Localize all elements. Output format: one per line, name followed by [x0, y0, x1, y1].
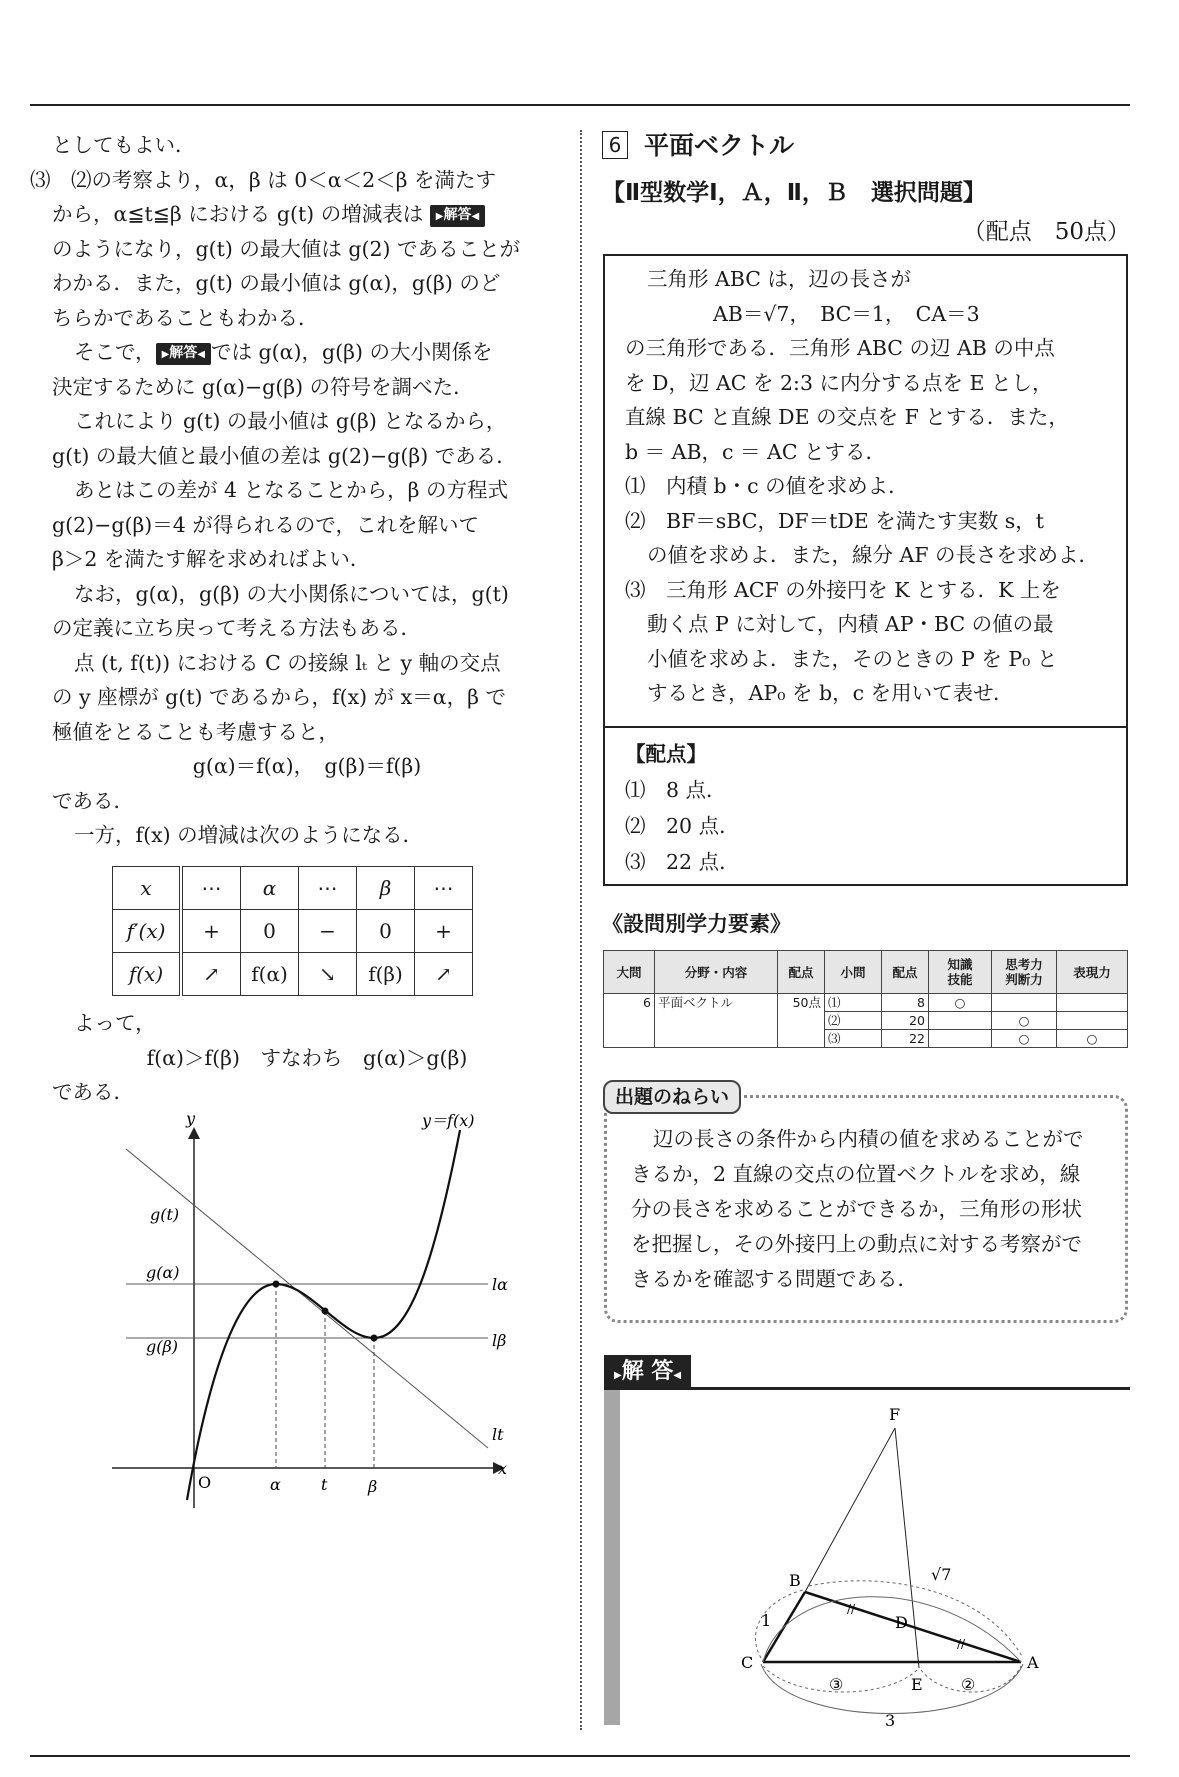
segment-bf: [805, 1428, 895, 1592]
table-cell: 0: [241, 910, 299, 953]
table-header: 知識 技能: [929, 951, 992, 994]
table-cell: [992, 994, 1057, 1012]
label-ce-ratio: ③: [829, 1675, 844, 1694]
label-l-beta: lβ: [492, 1331, 507, 1350]
aim-line: きるかを確認する問題である．: [631, 1267, 918, 1291]
table-cell: [1057, 1012, 1128, 1030]
text-line: これにより g(t) の最小値は g(β) となるから，: [74, 409, 507, 433]
table-cell: ⑶: [825, 1030, 882, 1048]
label-y-axis: y: [186, 1109, 196, 1128]
point-alpha: [273, 1281, 280, 1288]
aim-label: 出題のねらい: [603, 1080, 741, 1114]
table-cell: x: [113, 867, 182, 910]
problem-line: ⑶ 三角形 ACF の外接円を K とする．K 上を: [625, 577, 1061, 602]
table-cell: 平面ベクトル: [655, 994, 778, 1012]
table-header: 思考力 判断力: [992, 951, 1057, 994]
requirements-heading: 《設問別学力要素》: [602, 912, 791, 936]
table-cell: ⑴: [825, 994, 882, 1012]
tick-mark: //: [957, 1637, 966, 1651]
segment-fe: [895, 1428, 919, 1668]
table-cell: [778, 1012, 825, 1030]
table-cell: [929, 1012, 992, 1030]
label-bc-length: 1: [761, 1611, 772, 1630]
triangle-figure: [725, 1400, 1055, 1730]
top-rule: [30, 104, 1130, 106]
label-b: B: [789, 1571, 801, 1590]
problem-line: の三角形である．三角形 ABC の辺 AB の中点: [625, 336, 1055, 360]
table-cell: [604, 1012, 655, 1030]
section-title: 6 平面ベクトル: [602, 128, 1132, 164]
table-cell: 0: [357, 910, 415, 953]
text-line: 決定するために g(α)−g(β) の符号を調べた．: [52, 374, 474, 399]
label-beta: β: [368, 1477, 378, 1496]
point-beta: [371, 1335, 378, 1342]
function-graph: [110, 1108, 510, 1508]
table-cell: [929, 1030, 992, 1048]
table-cell: ↗: [181, 953, 241, 996]
text-line: なお，g(α)，g(β) の大小関係については，g(t): [74, 581, 509, 606]
table-cell: α: [241, 867, 299, 910]
text-line: である．: [52, 1080, 134, 1104]
aim-line: 分の長さを求めることができるか，三角形の形状: [631, 1197, 1082, 1221]
section-subtitle: 【Ⅱ型数学Ⅰ，Ａ，Ⅱ，Ｂ 選択問題】: [602, 180, 986, 206]
table-cell: ↗: [415, 953, 473, 996]
curve-f: [187, 1130, 460, 1500]
table-cell: +: [181, 910, 241, 953]
label-origin: O: [198, 1473, 212, 1492]
problem-line: するとき，AP₀ を b，c を用いて表せ．: [647, 681, 1014, 705]
table-cell: +: [415, 910, 473, 953]
bottom-rule: [30, 1755, 1130, 1757]
table-cell: f(x): [113, 953, 182, 996]
text-line: としてもよい．: [52, 133, 196, 157]
table-header: 大問: [604, 951, 655, 994]
table-cell: [778, 1030, 825, 1048]
haiten-divider: [605, 726, 1126, 728]
text-line: である．: [52, 788, 134, 813]
label-ea-ratio: ②: [961, 1675, 976, 1694]
section-header: [602, 128, 1132, 252]
label-curve: y＝f(x): [422, 1111, 475, 1130]
label-l-t: lt: [492, 1425, 504, 1444]
problem-line: AB＝√7， BC＝1， CA＝3: [713, 301, 980, 326]
column-divider: [580, 130, 582, 1730]
problem-line: b ＝ AB，c ＝ AC とする．: [625, 439, 887, 464]
table-row: [113, 910, 473, 953]
problem-box: [603, 254, 1128, 886]
aim-text: [631, 1122, 1111, 1297]
text-line: β＞2 を満たす解を求めればよい．: [52, 547, 371, 571]
table-header-row: [604, 951, 1128, 994]
text-line: ちらかであることもわかる．: [52, 305, 319, 330]
label-ca-length: 3: [885, 1711, 896, 1730]
label-g-alpha: g(α): [146, 1263, 180, 1282]
table-cell: ⋯: [181, 867, 241, 910]
text-line: 極値をとることも考慮すると，: [52, 719, 339, 744]
label-ab-length: √7: [931, 1565, 952, 1584]
table-cell: ↘: [299, 953, 357, 996]
answer-side-bar: [604, 1390, 620, 1725]
circumcircle-arc: [763, 1597, 1021, 1662]
answer-badge: ▶解答◀: [430, 205, 485, 227]
text-line: g(2)−g(β)＝4 が得られるので，これを解いて: [52, 512, 479, 537]
label-l-alpha: lα: [492, 1275, 508, 1294]
table-cell: β: [357, 867, 415, 910]
text-line: あとはこの差が 4 となることから，β の方程式: [74, 478, 508, 502]
text-line: 一方，f(x) の増減は次のようになる．: [74, 823, 424, 847]
label-f: F: [889, 1405, 901, 1424]
label-a: A: [1027, 1653, 1039, 1672]
ab-brace: [809, 1581, 1023, 1658]
tangent-l-t: [126, 1149, 488, 1448]
text-line: そこで， ▶解答◀ では g(α)，g(β) の大小関係を: [74, 340, 493, 364]
answer-heading: ▶解 答◀: [604, 1355, 691, 1389]
text-line: 点 (t, f(t)) における C の接線 lₜ と y 軸の交点: [74, 650, 501, 675]
answer-rule: [604, 1387, 1130, 1390]
table-row: [113, 867, 473, 910]
table-cell: [655, 1012, 778, 1030]
text-line: のようになり，g(t) の最大値は g(2) であることが: [52, 236, 521, 261]
table-cell: ○: [992, 1012, 1057, 1030]
haiten: [625, 736, 740, 880]
table-cell: [604, 1030, 655, 1048]
tick-mark: //: [847, 1602, 856, 1616]
problem-text: [625, 262, 1120, 711]
problem-line: の値を求めよ．また，線分 AF の長さを求めよ．: [647, 543, 1100, 567]
table-row: [604, 1030, 1128, 1048]
table-cell: 8: [882, 994, 929, 1012]
aim-box: [604, 1095, 1128, 1323]
table-header: 表現力: [1057, 951, 1128, 994]
problem-line: を D，辺 AC を 2:3 に内分する点を E とし，: [625, 370, 1053, 395]
haiten-item: ⑴ 8 点．: [625, 778, 727, 802]
text-line: ⑶ ⑵の考察より，α，β は 0＜α＜2＜β を満たす: [30, 167, 497, 192]
table-cell: 6: [604, 994, 655, 1012]
problem-line: 直線 BC と直線 DE の交点を F とする．また，: [625, 405, 1069, 429]
table-cell: f′(x): [113, 910, 182, 953]
table-cell: ○: [1057, 1030, 1128, 1048]
table-cell: ⋯: [415, 867, 473, 910]
segment-ab: [805, 1592, 1021, 1662]
label-d: D: [895, 1613, 908, 1632]
table-cell: ⋯: [299, 867, 357, 910]
answer-badge: ▶解答◀: [156, 343, 211, 365]
label-g-beta: g(β): [146, 1337, 178, 1356]
problem-line: ⑴ 内積 b・c の値を求めよ．: [625, 474, 909, 498]
label-alpha: α: [270, 1475, 281, 1494]
section-number: 6: [602, 131, 628, 159]
table-row: [113, 953, 473, 996]
problem-line: ⑵ BF＝sBC，DF＝tDE を満たす実数 s，t: [625, 508, 1045, 533]
ca-brace: [761, 1664, 1023, 1714]
table-cell: f(α): [241, 953, 299, 996]
requirements-table: [603, 950, 1128, 1048]
table-row: [604, 1012, 1128, 1030]
points-note: （配点 50点）: [962, 219, 1130, 245]
table-cell: 50点: [778, 994, 825, 1012]
table-cell: ○: [929, 994, 992, 1012]
table-header: 配点: [778, 951, 825, 994]
table-row: [604, 994, 1128, 1012]
point-t: [322, 1308, 329, 1315]
text-line: g(t) の最大値と最小値の差は g(2)−g(β) である．: [52, 443, 517, 468]
label-g-t: g(t): [150, 1205, 180, 1224]
label-x-axis: x: [498, 1459, 508, 1478]
table-cell: ⑵: [825, 1012, 882, 1030]
table-cell: 20: [882, 1012, 929, 1030]
table-cell: [655, 1030, 778, 1048]
haiten-heading: 【配点】: [625, 742, 707, 766]
text-line: から，α≦t≦β における g(t) の増減表は ▶解答◀: [52, 197, 562, 232]
label-t: t: [321, 1475, 328, 1494]
equation: f(α)＞f(β) すなわち g(α)＞g(β): [146, 1045, 468, 1070]
haiten-item: ⑵ 20 点．: [625, 814, 740, 838]
left-column-conclusion: [52, 1006, 562, 1110]
problem-line: 三角形 ABC は，辺の長さが: [647, 267, 911, 291]
increase-decrease-table: [112, 866, 473, 996]
table-header: 分野・内容: [655, 951, 778, 994]
aim-line: 辺の長さの条件から内積の値を求めることがで: [653, 1127, 1084, 1151]
table-cell: f(β): [357, 953, 415, 996]
label-e: E: [911, 1675, 923, 1694]
table-cell: 22: [882, 1030, 929, 1048]
haiten-item: ⑶ 22 点．: [625, 850, 740, 874]
table-cell: −: [299, 910, 357, 953]
aim-line: きるか，2 直線の交点の位置ベクトルを求め，線: [631, 1162, 1081, 1186]
left-column: [30, 128, 562, 853]
text-line: の定義に立ち戻って考える方法もある．: [52, 616, 421, 640]
label-c: C: [741, 1653, 754, 1672]
table-cell: [1057, 994, 1128, 1012]
table-cell: ○: [992, 1030, 1057, 1048]
aim-line: を把握し，その外接円上の動点に対する考察がで: [631, 1232, 1082, 1256]
text-line: わかる．また，g(t) の最小値は g(α)，g(β) のど: [52, 271, 501, 295]
equation: g(α)＝f(α)， g(β)＝f(β): [192, 754, 422, 778]
problem-line: 小値を求めよ．また，そのときの P を P₀ と: [647, 646, 1058, 671]
problem-line: 動く点 P に対して，内積 AP・BC の値の最: [647, 612, 1054, 636]
text-line: よって，: [74, 1011, 156, 1035]
table-header: 配点: [882, 951, 929, 994]
text-line: の y 座標が g(t) であるから，f(x) が x＝α，β で: [52, 685, 506, 709]
table-header: 小問: [825, 951, 882, 994]
